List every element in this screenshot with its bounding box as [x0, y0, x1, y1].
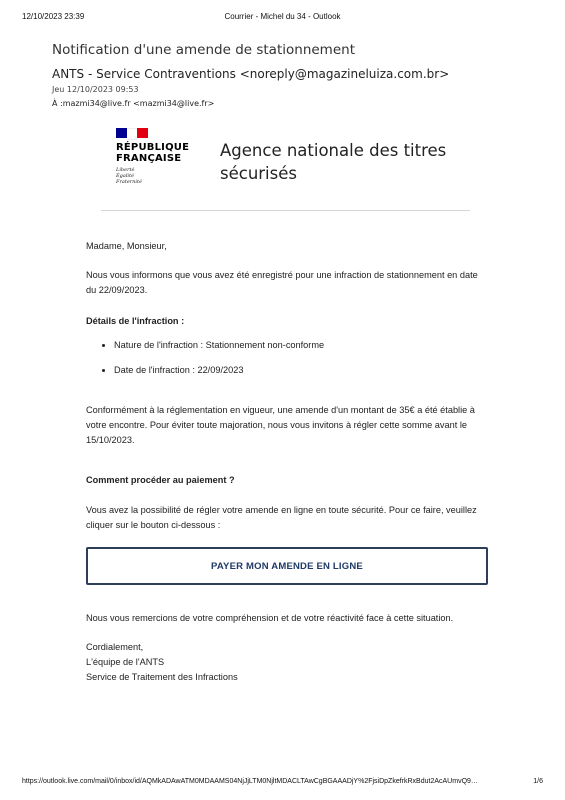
- page-url: https://outlook.live.com/mail/0/inbox/id/AQMkADAwATM0MDAAMS04NjJjLTM0NjltMDACLTAwCgBGAAADjY%2FjsiDpZkefrkRxBdut2AcAUmvQ9…: [22, 778, 478, 785]
- intro-paragraph: Nous vous informons que vous avez été enregistré pour une infraction de stationnement en date du 22/09/2023.: [86, 270, 478, 295]
- signature: [86, 640, 238, 685]
- list-item: • Date de l'infraction : 22/09/2023: [114, 363, 324, 378]
- payment-heading: Comment procéder au paiement ?: [86, 475, 235, 485]
- print-title: Courrier - Michel du 34 - Outlook: [224, 12, 341, 21]
- email-sender[interactable]: ANTS - Service Contraventions <noreply@magazineluiza.com.br>: [52, 67, 450, 81]
- header-divider: [101, 210, 470, 211]
- agency-title: Agence nationale des titres sécurisés: [220, 141, 447, 183]
- list-item: • Nature de l'infraction : Stationnement non-conforme: [114, 338, 324, 353]
- republique-francaise-logo: [116, 128, 206, 198]
- amount-paragraph: Conformément à la réglementation en vigueur, une amende d'un montant de 35€ a été établie à votre encontre. Pour éviter toute majoration, nous vous invitons à régler cette somme avant le 15/10/2023.: [86, 405, 475, 445]
- logo-republique-text: RÉPUBLIQUE FRANÇAISE: [116, 142, 190, 164]
- print-header: [22, 12, 543, 24]
- thanks-paragraph: Nous vous remercions de votre compréhension et de votre réactivité face à cette situation.: [86, 613, 454, 623]
- email-subject: Notification d'une amende de stationnement: [52, 42, 355, 58]
- french-flag-icon: [116, 128, 148, 138]
- page-number: 1/6: [533, 778, 543, 785]
- signoff-line: Service de Traitement des Infractions: [86, 672, 238, 682]
- logo-motto: Liberté Égalité Fraternité: [116, 167, 142, 185]
- pay-fine-button[interactable]: PAYER MON AMENDE EN LIGNE: [86, 547, 488, 585]
- details-heading: Détails de l'infraction :: [86, 316, 185, 326]
- greeting: Madame, Monsieur,: [86, 241, 167, 251]
- signoff-line: L'équipe de l'ANTS: [86, 657, 165, 667]
- signoff-line: Cordialement,: [86, 642, 144, 652]
- details-list: [86, 338, 324, 388]
- payment-instructions: Vous avez la possibilité de régler votre amende en ligne en toute sécurité. Pour ce faire, veuillez cliquer sur le bouton ci-dessous :: [86, 505, 477, 530]
- email-date: Jeu 12/10/2023 09:53: [52, 85, 139, 94]
- print-datetime: 12/10/2023 23:39: [22, 12, 85, 21]
- email-recipient: À :mazmi34@live.fr <mazmi34@live.fr>: [52, 99, 215, 108]
